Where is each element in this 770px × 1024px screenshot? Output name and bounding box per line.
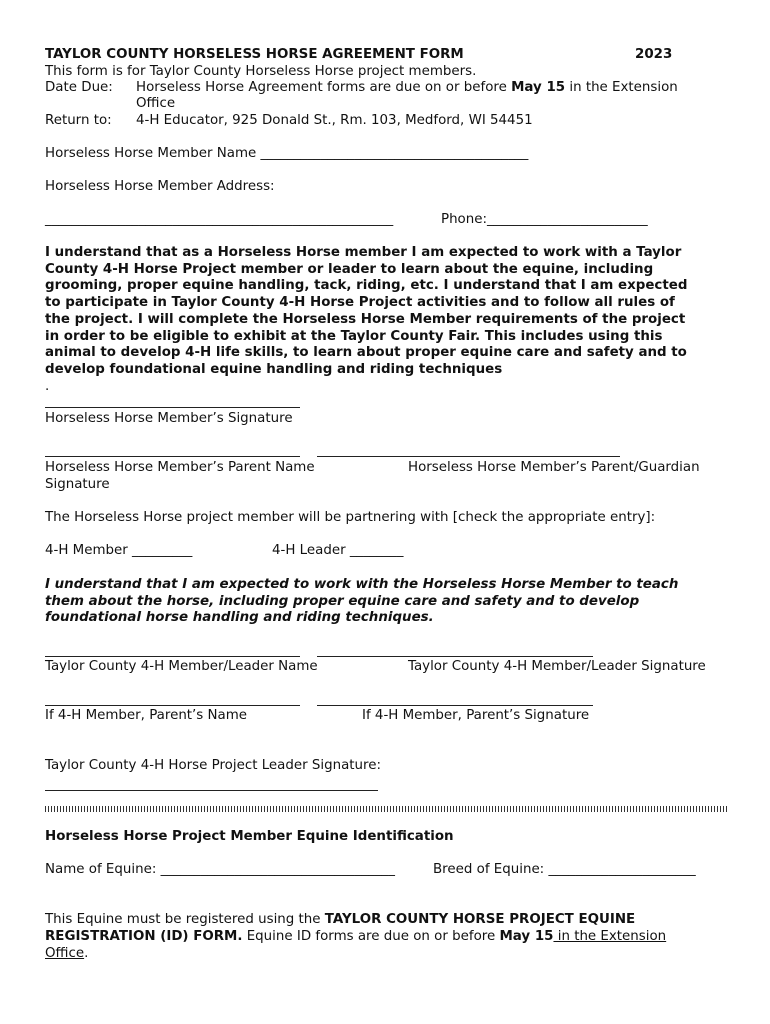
project-leader-signature-line[interactable] <box>45 790 378 791</box>
date-due-value-cont: Office <box>136 96 176 111</box>
section-divider <box>45 806 727 812</box>
equine-due-date: May 15 <box>499 929 554 944</box>
leader-name-line[interactable] <box>45 656 300 657</box>
phone-field[interactable]: Phone:________________________ <box>441 212 648 227</box>
member-parent-signature-line[interactable] <box>317 705 593 706</box>
leader-signature-line[interactable] <box>317 656 593 657</box>
member-signature-line[interactable] <box>45 407 300 408</box>
leader-signature-label: Taylor County 4-H Member/Leader Signature <box>408 659 706 674</box>
equine-name-field[interactable]: Name of Equine: ___________________________________ <box>45 862 395 877</box>
parent-signature-label-cont: Signature <box>45 477 110 492</box>
date-due-value: Horseless Horse Agreement forms are due on or before May 15 in the Extension <box>136 80 678 95</box>
equine-registration-note-end: Office. <box>45 946 89 961</box>
date-due-date: May 15 <box>511 80 566 95</box>
equine-breed-field[interactable]: Breed of Equine: ______________________ <box>433 862 696 877</box>
intro-text: This form is for Taylor County Horseless Horse project members. <box>45 64 477 79</box>
equine-section-heading: Horseless Horse Project Member Equine Identification <box>45 829 454 844</box>
partner-leader-option[interactable]: 4-H Leader ________ <box>272 543 404 558</box>
parent-signature-line[interactable] <box>317 456 620 457</box>
form-year: 2023 <box>635 47 673 62</box>
parent-name-line[interactable] <box>45 456 300 457</box>
partner-member-option[interactable]: 4-H Member _________ <box>45 543 193 558</box>
member-parent-name-label: If 4-H Member, Parent’s Name <box>45 708 248 723</box>
parent-name-label: Horseless Horse Member’s Parent Name <box>45 460 315 475</box>
leader-name-label: Taylor County 4-H Member/Leader Name <box>45 659 318 674</box>
form-title: TAYLOR COUNTY HORSELESS HORSE AGREEMENT FORM <box>45 47 464 62</box>
parent-signature-label: Horseless Horse Member’s Parent/Guardian <box>408 460 700 475</box>
equine-registration-note: This Equine must be registered using the TAYLOR COUNTY HORSE PROJECT EQUINE <box>45 912 636 927</box>
leader-agreement-paragraph: I understand that I am expected to work with the Horseless Horse Member to teach them about the horse, including proper equine care and safety and to develop foundational horse handling and riding techniques. <box>45 577 679 626</box>
member-parent-signature-label: If 4-H Member, Parent’s Signature <box>362 708 590 723</box>
member-name-field[interactable]: Horseless Horse Member Name ________________________________________ <box>45 146 529 161</box>
member-address-label: Horseless Horse Member Address: <box>45 179 275 194</box>
member-parent-name-line[interactable] <box>45 705 300 706</box>
return-label: Return to: <box>45 113 112 128</box>
project-leader-signature-label: Taylor County 4-H Horse Project Leader Signature: <box>45 758 381 773</box>
member-agreement-paragraph: I understand that as a Horseless Horse member I am expected to work with a Taylor County 4-H Horse Project member or leader to learn about the equine, including grooming, proper equine handling, tack, riding, etc. I understand that I am expected to participate in Taylor County 4-H Horse Project activities and to follow all rules of the project. I will complete the Horseless Horse Member requirements of the project in order to be eligible to exhibit at the Taylor County Fair. This includes using this animal to develop 4-H life skills, to learn about proper equine care and safety and to develop foundational equine handling and riding techniques . <box>45 245 688 394</box>
return-address: 4-H Educator, 925 Donald St., Rm. 103, Medford, WI 54451 <box>136 113 533 128</box>
equine-registration-note-cont: REGISTRATION (ID) FORM. Equine ID forms are due on or before May 15 in the Extension <box>45 929 667 944</box>
member-address-field[interactable]: ____________________________________________________ <box>45 212 394 227</box>
member-signature-label: Horseless Horse Member’s Signature <box>45 411 293 426</box>
partnering-prompt: The Horseless Horse project member will be partnering with [check the appropriate entry]: <box>45 510 656 525</box>
date-due-label: Date Due: <box>45 80 113 95</box>
